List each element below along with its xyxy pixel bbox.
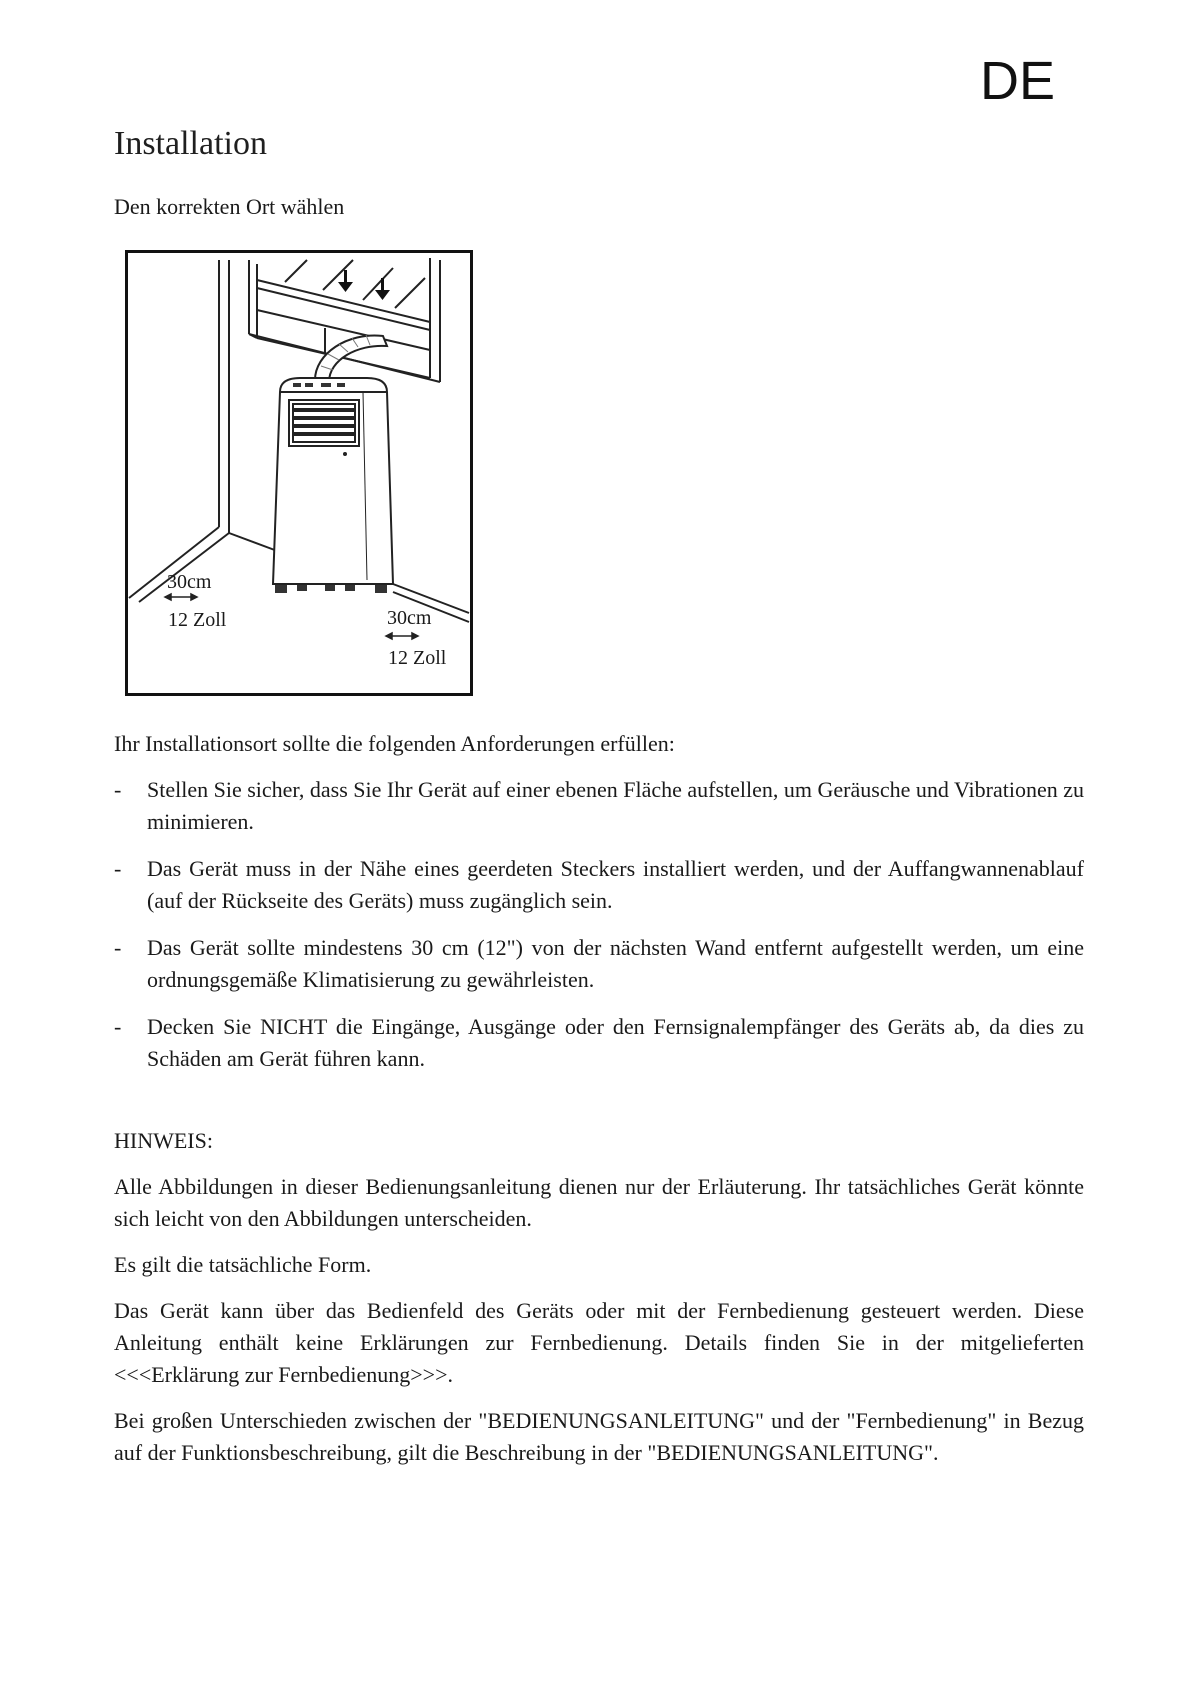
list-item-text: Stellen Sie sicher, dass Sie Ihr Gerät auf einer ebenen Fläche aufstellen, um Geräusche und Vibrationen zu minimieren. — [147, 777, 1084, 834]
list-item — [114, 1011, 1084, 1075]
right-clearance-value: 30cm — [387, 607, 432, 629]
list-item-text: Das Gerät muss in der Nähe eines geerdeten Steckers installiert werden, und der Auffangwannenablauf (auf der Rückseite des Geräts) muss zugänglich sein. — [147, 856, 1084, 913]
requirements-intro: Ihr Installationsort sollte die folgenden Anforderungen erfüllen: — [114, 731, 675, 756]
language-code: DE — [980, 51, 1056, 111]
unit-wheels — [275, 585, 387, 593]
left-clearance-imperial: 12 Zoll — [168, 609, 227, 631]
bullet-dash: - — [114, 777, 122, 802]
section-subtitle: Den korrekten Ort wählen — [114, 194, 345, 219]
down-arrow-icon — [338, 270, 390, 300]
note-paragraph: Alle Abbildungen in dieser Bedienungsanleitung dienen nur der Erläuterung. Ihr tatsächliches Gerät könnte sich leicht von den Abbildungen unterscheiden. — [114, 1174, 1084, 1231]
list-item — [114, 932, 1084, 996]
list-item — [114, 774, 1084, 838]
installation-illustration — [125, 250, 473, 696]
note-paragraph: Es gilt die tatsächliche Form. — [114, 1252, 372, 1277]
bullet-dash: - — [114, 935, 122, 960]
bullet-dash: - — [114, 1014, 122, 1039]
bullet-dash: - — [114, 856, 122, 881]
page-title: Installation — [114, 125, 267, 162]
note-paragraph: Bei großen Unterschieden zwischen der "BEDIENUNGSANLEITUNG" und der "Fernbedienung" in Bezug auf der Funktionsbeschreibung, gilt die Beschreibung in der "BEDIENUNGSANLEITUNG". — [114, 1408, 1084, 1465]
list-item — [114, 853, 1084, 917]
indicator-dot — [343, 452, 347, 456]
requirements-list — [114, 774, 1084, 1075]
left-clearance-value: 30cm — [167, 571, 212, 593]
note-heading: HINWEIS: — [114, 1128, 213, 1153]
floor-edge-back — [229, 533, 280, 552]
document-body — [114, 728, 1084, 1483]
list-item-text: Das Gerät sollte mindestens 30 cm (12") von der nächsten Wand entfernt aufgestellt werden, um eine ordnungsgemäße Klimatisierung zu gewährleisten. — [147, 935, 1084, 992]
list-item-text: Decken Sie NICHT die Eingänge, Ausgänge oder den Fernsignalempfänger des Geräts ab, da dies zu Schäden am Gerät führen kann. — [147, 1014, 1084, 1071]
right-clearance-imperial: 12 Zoll — [388, 647, 447, 669]
note-paragraph: Das Gerät kann über das Bedienfeld des Geräts oder mit der Fernbedienung gesteuert werden. Diese Anleitung enthält keine Erklärungen zur Fernbedienung. Details finden Sie in der mitgelieferten <<<Erklärung zur Fernbedienung>>>. — [114, 1298, 1084, 1387]
